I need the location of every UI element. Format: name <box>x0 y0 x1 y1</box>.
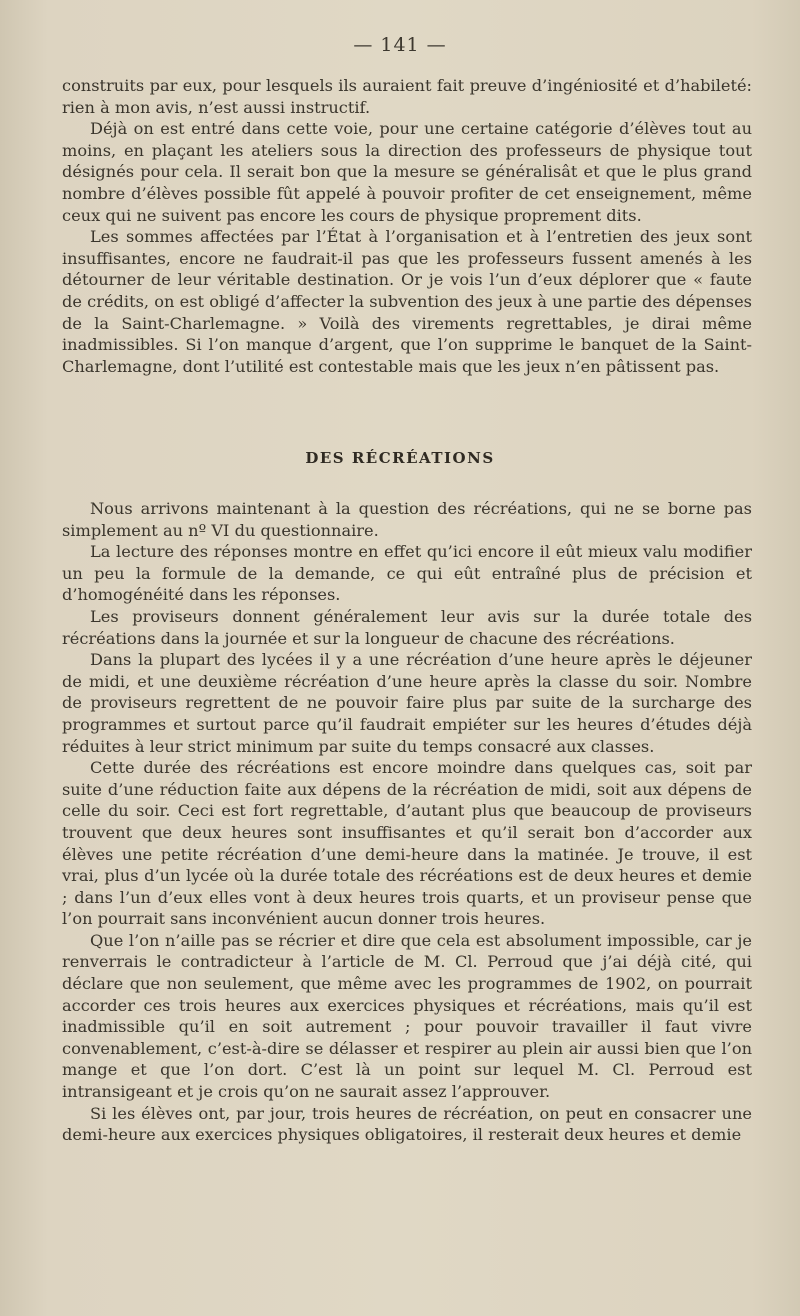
paragraph: Les sommes affectées par l’État à l’organisation et à l’entretien des jeux sont insuffisantes, encore ne faudrait-il pas que les professeurs fussent amenés à les détourner de leur véritable destination. Or je vois l’un d’eux déplorer que « faute de crédits, on est obligé d’affecter la subvention des jeux à une partie des dépenses de la Saint-Charlemagne. » Voilà des virements regrettables, je dirai même inadmissibles. Si l’on manque d’argent, que l’on supprime le banquet de la Saint-Charlemagne, dont l’utilité est contestable mais que les jeux n’en pâtissent pas. <box>62 227 752 376</box>
paragraph: Les proviseurs donnent généralement leur avis sur la durée totale des récréations dans la journée et sur la longueur de chacune des récréations. <box>62 606 752 648</box>
paragraph: La lecture des réponses montre en effet qu’ici encore il eût mieux valu modifier un peu la formule de la demande, ce qui eût entraîné plus de précision et d’homogénéité dans les réponses. <box>62 542 752 605</box>
paragraph: Cette durée des récréations est encore moindre dans quelques cas, soit par suite d’une réduction faite aux dépens de la récréation de midi, soit aux dépens de celle du soir. Ceci est fort regrettable, d’autant plus que beaucoup de proviseurs trouvent que deux heures sont insuffisantes et qu’il serait bon d’accorder aux élèves une petite récréation d’une demi-heure dans la matinée. Je trouve, il est vrai, plus d’un lycée où la durée totale des récréations est de deux heures et demie ; dans l’un d’eux elles vont à deux heures trois quarts, et un proviseur pense que l’on pourrait sans inconvénient aucun donner trois heures. <box>62 758 752 929</box>
paragraph: Nous arrivons maintenant à la question des récréations, qui ne se borne pas simplement au nº VI du questionnaire. <box>62 499 752 540</box>
paragraph: Si les élèves ont, par jour, trois heures de récréation, on peut en consacrer une demi-heure aux exercices physiques obligatoires, il resterait deux heures et demie <box>62 1103 752 1145</box>
page-number: — 141 — <box>353 34 447 56</box>
section-heading: DES RÉCRÉATIONS <box>305 449 495 467</box>
paragraph: Dans la plupart des lycées il y a une récréation d’une heure après le déjeuner de midi, et une deuxième récréation d’une heure après la classe du soir. Nombre de proviseurs regrettent de ne pouvoir faire plus par suite de la surcharge des programmes et surtout parce qu’il faudrait empiéter sur les heures d’études déjà réduites à leur strict minimum par suite du temps consacré aux classes. <box>62 650 752 756</box>
paragraph: Déjà on est entré dans cette voie, pour une certaine catégorie d’élèves tout au moins, en plaçant les ateliers sous la direction des professeurs de physique tout désignés pour cela. Il serait bon que la mesure se généralisât et que le plus grand nombre d’élèves possible fût appelé à pouvoir profiter de cet enseignement, même ceux qui ne suivent pas encore les cours de physique proprement dits. <box>62 119 752 225</box>
top-text-block <box>62 75 752 377</box>
paragraph: construits par eux, pour lesquels ils auraient fait preuve d’ingéniosité et d’habileté: rien à mon avis, n’est aussi instructif. <box>62 76 752 117</box>
bottom-text-block <box>62 498 752 1146</box>
paragraph: Que l’on n’aille pas se récrier et dire que cela est absolument impossible, car je renverrais le contradicteur à l’article de M. Cl. Perroud que j’ai déjà cité, qui déclare que non seulement, que même avec les programmes de 1902, on pourrait accorder ces trois heures aux exercices physiques et récréations, mais qu’il est inadmissible qu’il en soit autrement ; pour pouvoir travailler il faut vivre convenablement, c’est-à-dire se délasser et respirer au plein air aussi bien que l’on mange et que l’on dort. C’est là un point sur lequel M. Cl. Perroud est intransigeant et je crois qu’on ne saurait assez l’approuver. <box>62 930 752 1102</box>
